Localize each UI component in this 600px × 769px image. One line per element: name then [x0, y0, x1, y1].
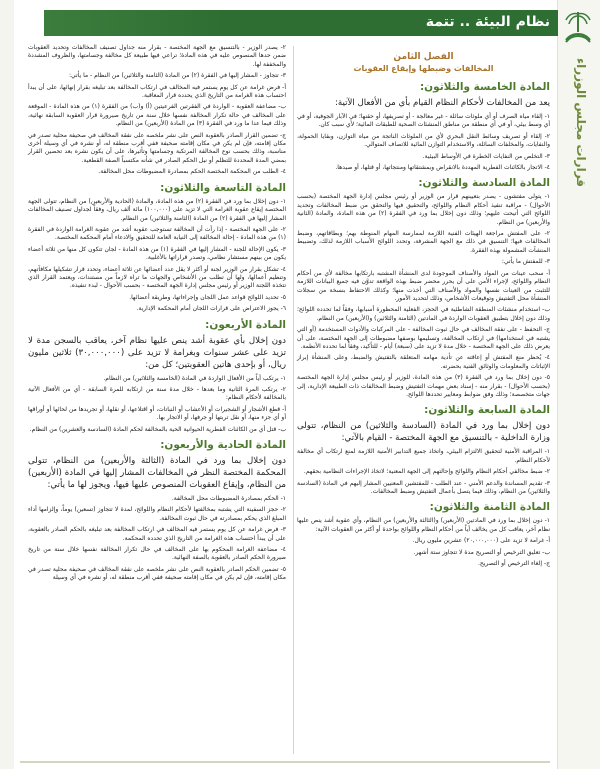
article-41-text: دون إخلال بما ورد في المادة (الثالثة والأربعين) من النظام، تتولى المحكمة المختصة النظر في المخالفات المشار إليها في المادة (الأربعين) من النظام، وإيقاع العقوبات المنصوص عليها فيها، ويجوز لها ما يأتي:: [28, 456, 286, 490]
article-38-item: ب- تعليق الترخيص أو التصريح مدة لا تتجاوز ستة أشهر.: [413, 548, 550, 556]
article-38-text: ١- دون إخلال بما ورد في المادتين (الأربعين) و(الثالثة والأربعين) من النظام، وأي عقوبة أشد ينص عليها نظام آخر، يعاقب كل من يخالف أياً من أحكام النظام واللوائح بواحدة أو أكثر من العقوبات الآتية:: [297, 517, 550, 533]
top-item: ب- مضاعفة العقوبة - الواردة في الفقرتين الفرعيتين (أ) و(ب) من الفقرة (١) من هذه المادة - الموقعة على المخالف في حالة تكرار المخالفة نفسها خلال سنة من تاريخ صيرورة قرار العقوبة السابقة نهائية، وذلك فيما عدا ما ورد في الفقرة (٣) من المادة (الأربعين) من النظام.: [28, 103, 286, 128]
article-35-title: المادة الخامسة والثلاثون:: [419, 81, 550, 93]
article-39-item: ٥- تحديد اللوائح قواعد عمل اللجان وإجراءاتها، وطريقة أعضائها.: [129, 293, 286, 301]
page-header: [44, 10, 558, 36]
article-39-item: ٢- على الجهة المختصة - إذا رأت أن المخالفة تستوجب عقوبة أشد من عقوبة الغرامة الواردة في الفقرة (١) من هذه المادة - إحالة المخالفة إلى النيابة العامة للتحقيق والادعاء أمام المحكمة المختصة.: [28, 225, 286, 242]
top-item: ٢- يصدر الوزير - بالتنسيق مع الجهة المختصة - بقرار منه جداول تصنيف المخالفات وتحديد العقوبات ضمن حدها المنصوص عليه في هذه المادة؛ تراعي فيها طبيعة كل مخالفة وجسامتها، والظروف المشددة والمخففة لها.: [28, 44, 286, 68]
article-36-title: المادة السادسة والثلاثون:: [418, 177, 550, 190]
article-37-item: ٢- ضبط مخالفي أحكام النظام واللوائح وإحالتهم إلى الجهة المعنية؛ لاتخاذ الإجراءات النظامية بحقهم.: [303, 468, 550, 476]
article-39-item: ٤- تشكل بقرار من الوزير لجنة أو أكثر لا يقل عدد أعضائها عن ثلاثة أعضاء، وتحدد قرار تشكيلها مكافآتهم، وتنظيم أعمالها، ولها أن تطلب من الأشخاص والجهات ما تراه لازماً من مستندات، ويعتمد القرار الذي تتخذه اللجنة الوزير أو رئيس مجلس إدارة الجهة المختصة - بحسب الأحوال - لبدء تنفيذه.: [28, 265, 286, 290]
article-35-item: ٢- إلقاء أو تصريف وسائط النقل البحري لأي من الملوثات الناتجة من مياه التوازن، وبقايا الحمولة، والنفايات، والمخلفات السائلة، والاستخدام التوازن المائية للاتصاف المتوالي.: [297, 132, 550, 149]
article-36-item: ٥- دون إخلال بما ورد في الفقرة (٣) من هذه المادة، للوزير أو رئيس مجلس إدارة الجهة المختصة (بحسب الأحوال) - بقرار منه - إسناد بعض مهمات التفتيش وضبط المخالفات ذات الطبيعة الإدارية، إلى جهات متخصصة؛ وذلك وفق ضوابط ومعايير تحددها اللوائح.: [297, 374, 550, 398]
article-37-item: ١- المراقبة الأمنية لتحقيق الالتزام البيئي، واتخاذ جميع التدابير الأمنية اللازمة لمنع ارتكاب أي مخالفة لأحكام النظام.: [297, 448, 550, 464]
left-margin-strip: [0, 0, 14, 769]
bottom-divider: [20, 761, 550, 763]
article-40-text: دون إخلال بأي عقوبة أشد ينص عليها نظام آخر، يعاقب بالسجن مدة لا تزيد على عشر سنوات وبغرامة لا تزيد على (٣٠,٠٠٠,٠٠٠) ثلاثين مليون ريال، أو بإحدى هاتين العقوبتين؛ كل من:: [28, 335, 286, 370]
top-item: ٤- الطلب من المحكمة المختصة الحكم بمصادرة المضبوطات محل المخالفة.: [98, 168, 286, 176]
article-35-intro: يعد من المخالفات لأحكام النظام القيام بأي من الأفعال الآتية:: [334, 98, 550, 108]
article-38-item: أ- غرامة لا تزيد على (٢٠,٠٠٠,٠٠٠) عشرين مليون ريال.: [412, 537, 550, 545]
article-37-item: ٣- تقديم المساندة والدعم الأمني - عند الطلب - للمفتشين المعنيين المشار إليهم في المادة (السادسة والثلاثين) من النظام، وذلك فيما يتصل بأعمال التفتيش وضبط المخالفات.: [297, 479, 550, 495]
article-36-item: ٢- على المفتش مراجعة الهيئات الفنية اللازمة لممارسة المهام المنوطة بهم؛ وبطاقاتهم، وضبط المخالفات فيها؛ التنسيق في ذلك مع الجهة المشرفة، وتحدد اللوائح الأسباب اللازمة لذلك، وتضبيط المنشآت المشمولة بهذه الفقرة.: [297, 230, 550, 254]
article-39-item: ٦- يجوز الاعتراض على قرارات اللجان أمام المحكمة الإدارية.: [136, 305, 286, 313]
article-36-item: ٤- يُحظر منع المفتش أو إعاقته عن تأدية مهامه المتعلقة بالتفتيش والضبط، وعلى المنشأة إبراز الإثباتات والمعلومات والوثائق الفنية بحضرته.: [297, 354, 550, 370]
article-38-title: المادة الثامنة والثلاثون:: [429, 501, 550, 514]
palm-swords-logo-icon: [562, 8, 594, 48]
top-item: ٣- تتجاوز - المشار إليها في الفقرة (٢) من المادة (الثامنة والثلاثين) من النظام - ما يأتي:: [68, 72, 286, 80]
left-column: [28, 44, 286, 586]
article-41-item: ٥- تضمين الحكم الصادر بالعقوبة النص على نشر ملخصه على نفقة المخالف في صحيفة محلية تصدر في مكان إقامته، فإن لم يكن في مكان إقامته صحيفة ففي أقرب منطقة له، أو نشره في أي وسيلة: [28, 565, 286, 582]
article-37-title: المادة السابعة والثلاثون:: [424, 404, 550, 417]
article-36-item: ٣- للمفتش ما يأتي:: [501, 258, 550, 266]
sidebar-vertical-label: قرارات مجلس الوزراء: [574, 58, 588, 188]
chapter-subtitle: المخالفات وضبطها وإيقاع العقوبات: [353, 64, 494, 73]
article-41-item: ٤- مضاعفة الغرامة المحكوم بها على المخالف في حال تكرار المخالفة نفسها خلال سنة من تاريخ صيرورة الحكم الصادر بالعقوبة بالصفة النهائية.: [28, 546, 286, 562]
article-41-item: ٢- حجز السفينة التي يشتبه بمخالفتها لأحكام النظام واللوائح، لمدة لا تتجاوز (تسعين) يوماً، وإلزامها أداء المبلغ الذي يحكم بمصادرته في حال ثبوت المخالفة.: [28, 506, 286, 522]
article-41-item: ٣- فرض غرامة عن كل يوم يستمر فيه المخالف في ارتكاب المخالفة بعد تبليغه بالحكم الصادر بالعقوبة، على أن يبدأ احتساب هذه الغرامة من التاريخ الذي تحدده المحكمة.: [28, 526, 286, 542]
article-35-item: ٤- الاتجار بالكائنات الفطرية المهددة بالانقراض وبمشتقاتها ومنتجاتها، أو قتلها، أو صيدها.: [335, 164, 550, 172]
article-39-title: المادة التاسعة والثلاثون:: [160, 181, 286, 194]
right-column: [297, 44, 550, 571]
article-40-title: المادة الأربعون:: [205, 318, 286, 331]
article-36-item: ١- يتولى مفتشون - يصدر بتعيينهم قرار من الوزير أو رئيس مجلس إدارة الجهة المختصة (بحسب الأحوال) - مراقبة تنفيذ أحكام النظام واللوائح، والتحقيق فيها والتحقق من ضبط المخالفات وتحديد اللوائح التي أتيحت عليهم؛ وذلك دون إخلال بما ورد في الفقرة (٢) من هذه المادة، والمادة (الثانية والأربعين) من النظام.: [297, 193, 550, 226]
sidebar: [557, 0, 600, 769]
article-40-item: ١- يرتكب أياً من الأفعال الواردة في المادة (الخامسة والثلاثين) من النظام.: [103, 374, 286, 382]
column-divider: [293, 46, 294, 754]
top-item: أ- فرض غرامة عن كل يوم يستمر فيه المخالف في ارتكاب المخالفة بعد تبليغه بقرار إنهائها، على أن يبدأ احتساب هذه الغرامة من التاريخ الذي يحدده قرار المعاقبة.: [28, 83, 286, 100]
article-36-item: ج- التحفظ - على نفقة المخالف في حال ثبوت المخالفة - على المركبات والأدوات المستخدمة (أو التي يشتبه في استخدامها) في ارتكاب المخالفة، وتسليمها بوصفها مضبوطات إلى الجهة المختصة، على أن يعرض ذلك على الجهة المختصة - خلال مدة لا تزيد على (سبعة) أيام - للتأكيد، وفقاً لما تحدده الأنظمة.: [297, 326, 550, 350]
article-37-text: دون إخلال بما ورد في المادة (السادسة والثلاثين) من النظام، تتولى وزارة الداخلية - بالتنسيق مع الجهة المختصة - القيام بالآتي:: [297, 421, 550, 444]
article-41-item: ١- الحكم بمصادرة المضبوطات محل المخالفة.: [171, 495, 286, 502]
article-35-item: ١- إلقاء مياه الصرف أو أي ملوثات سائلة - غير معالجة - أو تصريفها، أو حقنها؛ في الآبار الجوفية، أو في أي وسط بيئي، أو في أي منطقة من مناطق المنشئات الصحية للطبقات المائية؛ لأي سبب كان.: [297, 113, 550, 129]
article-39-item: ٣- يكون الإحالة للجنة - المشار إليها في الفقرة (١) من هذه المادة - لجان تتكون كل منها من ثلاثة أعضاء يكون من بينهم مستشار نظامي، وتصدر قراراتها بالأغلبية.: [28, 245, 287, 262]
article-36-item: ب- استخدام منشئات المنطقة الشاطئية في الحجز، الفعلية المحظورة أسبابها، وفقاً لما تحدده اللوائح؛ وذلك دون إخلال بتطبيق العقوبات الواردة في المادتين (الثامنة والثلاثين) و(الأربعين) من النظام.: [297, 306, 550, 322]
chapter-title: الفصل الثامن: [393, 52, 454, 62]
article-40-item: ب- قتل أي من الكائنات الفطرية الحيوانية الحية بالمخالفة لحكم المادة (السادسة والعشرين) من النظام.: [29, 425, 286, 433]
article-40-item: أ- قطع الأشجار أو الشجيرات أو الأعشاب أو النباتات، أو اقتلاعها، أو نقلها، أو تجريدها من لحائها أو أوراقها أو أي جزء منها، أو نقل تربتها أو جرفها، أو الاتجار بها.: [28, 405, 286, 422]
article-41-title: المادة الحادية والأربعون:: [160, 439, 286, 451]
article-36-item: أ- سحب عينات من المواد والأصناف الموجودة لدى المنشأة المشتبه بارتكابها مخالفة لأي من أحكام النظام واللوائح، لإجراء الأمن على أن يحرر محضر ضبط بهذه الواقعة تدوَّن فيه جميع البيانات اللازمة للتثبت من العينات نفسها والمواد والأصناف التي أخذت منها؛ وكذلك الاحتفاظ بنسخة من سجلات المنشأة محل التفتيش وتوقيعات الأشخاص، وذلك لتحديد الأمور.: [297, 269, 550, 302]
page-title: نظام البيئة .. تتمة: [425, 14, 550, 30]
article-35-item: ٣- التخلص من النفايات الخطرة في الأوساط البيئية.: [422, 152, 550, 160]
header-decoration: [44, 10, 224, 36]
article-39-item: ١- دون إخلال بما ورد في الفقرة (٢) من هذه المادة، والمادة (الحادية والأربعين) من النظام، تتولى الجهة المختصة إيقاع عقوبة الغرامة التي لا تزيد على (١٠٠,٠٠٠) مائة ألف ريال، وفقاً لجداول تصنيف المخالفات المشار إليها في الفقرة (٢) من المادة (الثامنة والثلاثين) من النظام.: [28, 197, 286, 222]
article-40-item: ٢- يرتكب المرة الثانية وما بعدها - خلال مدة سنة من ارتكابه للمرة السابقة - أي من الأفعال الآتية بالمخالفة لأحكام النظام:: [28, 385, 286, 402]
article-38-item: ج- إلغاء الترخيص أو التصريح.: [477, 560, 550, 568]
top-item: ج- تضمين القرار الصادر بالعقوبة النص على نشر ملخصه على نفقة المخالف في صحيفة محلية تصدر في مكان إقامته، فإن لم يكن في مكان إقامته صحيفة ففي أقرب منطقة له، أو نشره في أي وسيلة أخرى مناسبة، وذلك بحسب نوع المخالفة المرتكبة وجسامتها وتأثيرها، على أن يكون نشره بعد تحصين القرار بمضي المدة المحددة للتظلم أو نيل الحكم الصادر في شأنه مكتسباً الصفة القطعية.: [28, 131, 286, 164]
